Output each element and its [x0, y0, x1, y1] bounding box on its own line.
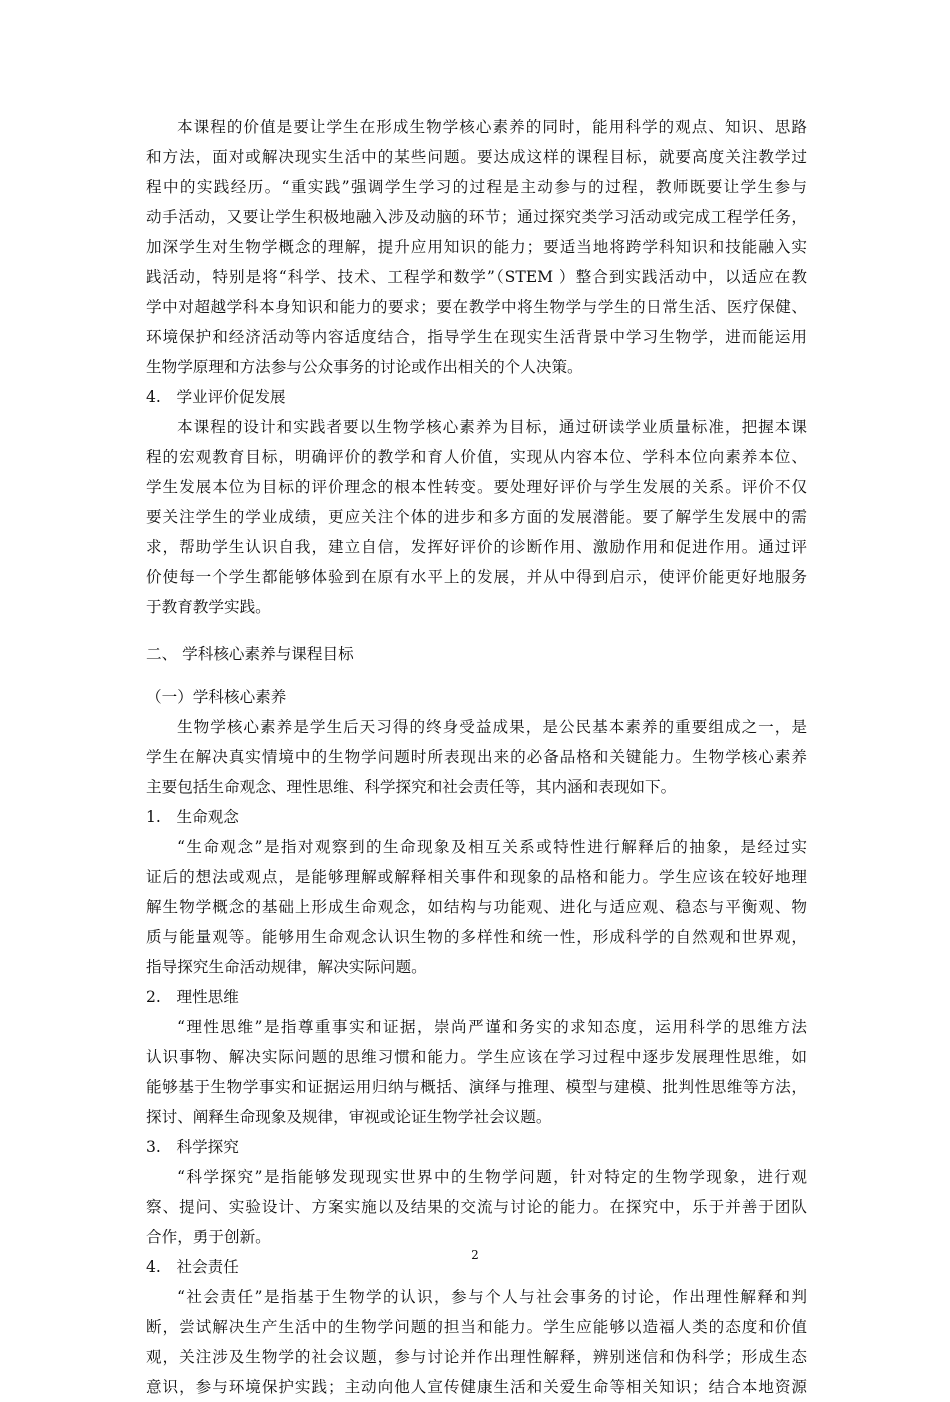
text-line: 能够基于生物学事实和证据运用归纳与概括、演绎与推理、模型与建模、批判性思维等方法，	[146, 1078, 807, 1096]
text-line: 价使每一个学生都能够体验到在原有水平上的发展，并从中得到启示，使评价能更好地服务	[146, 568, 807, 586]
paragraph-core-literacy	[146, 712, 807, 802]
text-line: 践活动，特别是将“科学、技术、工程学和数学”（STEM ）整合到实践活动中，以适应在教	[146, 268, 807, 286]
text-line: 动手活动，又要让学生积极地融入涉及动脑的环节；通过探究类学习活动或完成工程学任务，	[146, 208, 807, 226]
text-line: “社会责任”是指基于生物学的认识，参与个人与社会事务的讨论，作出理性解释和判	[177, 1288, 807, 1306]
text-line: 程的宏观教育目标，明确评价的教学和育人价值，实现从内容本位、学科本位向素养本位、	[146, 448, 807, 466]
text-line: “科学探究”是指能够发现现实世界中的生物学问题，针对特定的生物学现象，进行观	[177, 1168, 807, 1186]
text-line: 合作，勇于创新。	[146, 1228, 271, 1246]
paragraph-evaluation	[146, 412, 807, 622]
text-line: 程中的实践经历。“重实践”强调学生学习的过程是主动参与的过程，教师既要让学生参与	[146, 178, 807, 196]
text-line: 加深学生对生物学概念的理解，提升应用知识的能力；要适当地将跨学科知识和技能融入实	[146, 238, 807, 256]
text-line: 意识，参与环境保护实践；主动向他人宣传健康生活和关爱生命等相关知识；结合本地资源	[146, 1378, 807, 1396]
text-line: 认识事物、解决实际问题的思维习惯和能力。学生应该在学习过程中逐步发展理性思维，如	[146, 1048, 807, 1066]
text-line: 于教育教学实践。	[146, 598, 271, 616]
subsection-heading: （一）学科核心素养	[146, 688, 287, 706]
text-line: 断，尝试解决生产生活中的生物学问题的担当和能力。学生应能够以造福人类的态度和价值	[146, 1318, 807, 1336]
text-line: 证后的想法或观点，是能够理解或解释相关事件和现象的品格和能力。学生应该在较好地理	[146, 868, 807, 886]
section-heading: 二、 学科核心素养与课程目标	[146, 645, 354, 663]
text-line: 生物学原理和方法参与公众事务的讨论或作出相关的个人决策。	[146, 358, 583, 376]
text-line: 察、提问、实验设计、方案实施以及结果的交流与讨论的能力。在探究中，乐于并善于团队	[146, 1198, 807, 1216]
paragraph-course-value	[146, 112, 807, 382]
text-line: 学生发展本位为目标的评价理念的根本性转变。要处理好评价与学生发展的关系。评价不仅	[146, 478, 807, 496]
text-line: 解生物学概念的基础上形成生命观念，如结构与功能观、进化与适应观、稳态与平衡观、物	[146, 898, 807, 916]
text-line: 本课程的价值是要让学生在形成生物学核心素养的同时，能用科学的观点、知识、思路	[177, 118, 807, 136]
document-page	[146, 112, 807, 1402]
text-line: 生物学核心素养是学生后天习得的终身受益成果，是公民基本素养的重要组成之一，是	[177, 718, 807, 736]
heading-academic-evaluation: 4. 学业评价促发展	[146, 388, 286, 406]
text-line: 探讨、阐释生命现象及规律，审视或论证生物学社会议题。	[146, 1108, 552, 1126]
paragraph-social-responsibility	[146, 1282, 807, 1402]
heading-scientific-inquiry: 3. 科学探究	[146, 1138, 239, 1156]
text-line: 指导探究生命活动规律，解决实际问题。	[146, 958, 427, 976]
text-line: 要关注学生的学业成绩，更应关注个体的进步和多方面的发展潜能。要了解学生发展中的需	[146, 508, 807, 526]
paragraph-rational-thinking	[146, 1012, 807, 1132]
text-line: 质与能量观等。能够用生命观念认识生物的多样性和统一性，形成科学的自然观和世界观，	[146, 928, 807, 946]
text-line: “生命观念”是指对观察到的生命现象及相互关系或特性进行解释后的抽象，是经过实	[177, 838, 807, 856]
text-line: 学中对超越学科本身知识和能力的要求；要在教学中将生物学与学生的日常生活、医疗保健、	[146, 298, 807, 316]
text-line: 本课程的设计和实践者要以生物学核心素养为目标，通过研读学业质量标准，把握本课	[177, 418, 807, 436]
text-line: 环境保护和经济活动等内容适度结合，指导学生在现实生活背景中学习生物学，进而能运用	[146, 328, 807, 346]
text-line: 学生在解决真实情境中的生物学问题时所表现出来的必备品格和关键能力。生物学核心素养	[146, 748, 807, 766]
text-line: “理性思维”是指尊重事实和证据，崇尚严谨和务实的求知态度，运用科学的思维方法	[177, 1018, 807, 1036]
text-line: 主要包括生命观念、理性思维、科学探究和社会责任等，其内涵和表现如下。	[146, 778, 677, 796]
paragraph-life-concept	[146, 832, 807, 982]
text-line: 求，帮助学生认识自我，建立自信，发挥好评价的诊断作用、激励作用和促进作用。通过评	[146, 538, 807, 556]
heading-life-concept: 1. 生命观念	[146, 808, 239, 826]
heading-social-responsibility: 4. 社会责任	[146, 1258, 239, 1276]
text-line: 和方法，面对或解决现实生活中的某些问题。要达成这样的课程目标，就要高度关注教学过	[146, 148, 807, 166]
text-line: 观，关注涉及生物学的社会议题，参与讨论并作出理性解释，辨别迷信和伪科学；形成生态	[146, 1348, 807, 1366]
heading-rational-thinking: 2. 理性思维	[146, 988, 239, 1006]
page-number: 2	[471, 1248, 479, 1262]
paragraph-scientific-inquiry	[146, 1162, 807, 1252]
